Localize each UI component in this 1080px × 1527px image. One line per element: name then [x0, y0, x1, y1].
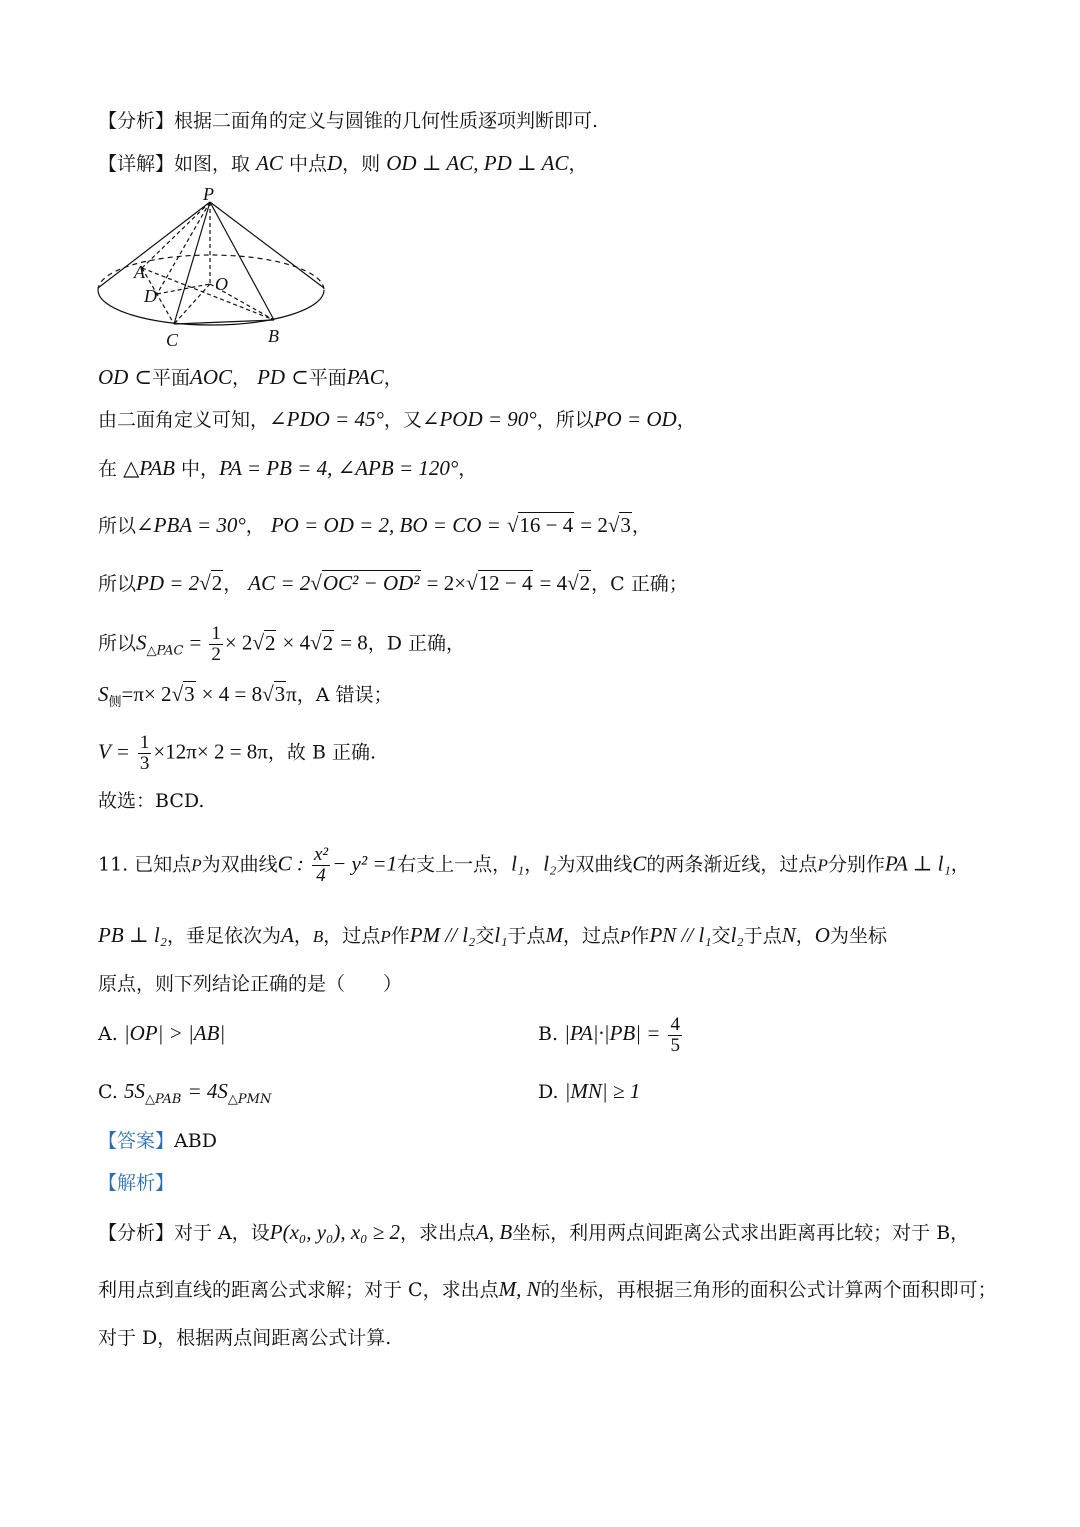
text: 交	[475, 925, 495, 947]
text: 为坐标	[829, 925, 887, 947]
math: OD	[98, 365, 129, 389]
text: 所以	[98, 515, 137, 537]
text: 所以	[98, 632, 137, 655]
math: P	[620, 927, 631, 946]
text: 中，	[181, 458, 220, 480]
text: 作	[390, 925, 410, 947]
text: 故选：BCD.	[98, 790, 205, 812]
text: ，	[676, 409, 696, 431]
denominator: 2	[211, 644, 221, 665]
math: PA ⊥ l₁	[884, 851, 951, 876]
text: 对于 A，设	[174, 1222, 270, 1244]
math: C	[632, 851, 647, 876]
math: = 2×	[426, 571, 467, 595]
sqrt-body: 2	[211, 571, 223, 595]
math: A	[281, 923, 294, 947]
base-front-arc	[98, 290, 324, 325]
text: 作	[630, 925, 650, 947]
text: ，	[795, 925, 815, 947]
math: − y² =1	[332, 851, 398, 876]
math: = 4	[539, 571, 568, 595]
text: ，	[245, 515, 265, 537]
text: 坐标，利用两点间距离公式求出距离再比较；对于 B，	[512, 1222, 970, 1244]
sqrt-body: 3	[620, 513, 631, 537]
sqrt-body: 12 − 4	[478, 571, 533, 595]
math: × 4 = 8	[201, 682, 263, 706]
subscript: △PMN	[227, 1092, 272, 1107]
sqrt-body: 16 − 4	[519, 513, 574, 537]
label-O: O	[215, 274, 228, 294]
text: ，	[458, 458, 478, 480]
detail-text: ，则	[342, 153, 381, 175]
subscript: △PAB	[144, 1092, 182, 1107]
math: AC = 2	[248, 571, 311, 595]
math: = 2	[580, 513, 608, 537]
math: AOC	[190, 365, 233, 389]
text: ，	[293, 925, 313, 947]
text: ，过点	[323, 925, 381, 947]
math: PAC	[346, 365, 384, 389]
text: 为双曲线	[556, 853, 633, 876]
edge-PD	[157, 202, 210, 294]
numerator: 1	[211, 623, 221, 644]
math: π	[286, 682, 297, 706]
fraction-third	[138, 733, 152, 774]
triangle-line	[98, 455, 477, 482]
math: △PAB	[123, 456, 175, 480]
math-D: D	[326, 151, 343, 175]
math: PO = OD	[593, 407, 677, 431]
numerator: x²	[313, 844, 329, 865]
text: ，	[232, 367, 252, 389]
detail-tag: 【详解】	[98, 153, 175, 175]
math: P	[380, 927, 391, 946]
length-line: 所以PD = 2√2， AC = 2√OC² − OD² = 2×√12 − 4 = 4√2，C 正确；	[98, 571, 688, 595]
math: ⊂	[134, 365, 152, 389]
text: ，求出点	[400, 1222, 477, 1244]
choice-line	[98, 788, 204, 814]
analysis-tag: 【分析】	[98, 1222, 175, 1244]
math: ∠POD = 90°	[421, 407, 537, 431]
sqrt-body: OC² − OD²	[322, 571, 420, 595]
text: 于点	[743, 925, 782, 947]
math: V =	[98, 739, 130, 764]
option-expr: |OP| > |AB|	[123, 1021, 226, 1045]
sqrt-body: 2	[322, 630, 334, 655]
numerator: 4	[670, 1013, 680, 1035]
option-expr: |MN| ≥ 1	[564, 1079, 641, 1103]
math: PD = 2	[136, 571, 200, 595]
text: 平面	[152, 367, 191, 389]
volume-line	[98, 733, 376, 774]
q11-line-1	[98, 845, 970, 886]
text: ，	[223, 573, 243, 595]
sqrt-body: 3	[274, 682, 286, 706]
text: ，过点	[563, 925, 621, 947]
text: ，	[631, 515, 651, 537]
math: ×12π× 2 = 8π	[153, 739, 268, 764]
detail-text: 如图，取	[174, 153, 251, 175]
math: ∠PDO = 45°	[269, 407, 384, 431]
math: B	[312, 927, 324, 946]
math: PB ⊥ l₂	[98, 923, 168, 947]
text: ，	[524, 853, 544, 876]
math: =π× 2	[121, 682, 172, 706]
angle-line: 所以∠PBA = 30°， PO = OD = 2, BO = CO = √16 − 4 = 2√3，	[98, 513, 651, 537]
generatrix-left	[98, 202, 210, 288]
math: P	[191, 855, 202, 875]
detail-text: ，	[568, 153, 588, 175]
label-A: A	[134, 262, 145, 282]
math: l₂	[543, 851, 557, 876]
option-label: A.	[98, 1023, 118, 1045]
q11-line-2	[98, 922, 887, 950]
math: × 4	[282, 630, 311, 655]
answer-value: ABD	[174, 1130, 217, 1152]
analysis-line	[98, 108, 598, 134]
sqrt-body: 3	[184, 682, 195, 706]
text: ，D 正确，	[367, 632, 466, 655]
denominator: 3	[139, 753, 150, 774]
edge-PC	[174, 202, 210, 324]
math: l₁	[511, 851, 525, 876]
text: ，又	[383, 409, 422, 431]
math: C :	[277, 851, 304, 876]
label-C: C	[166, 330, 179, 350]
fraction-4-5	[668, 1015, 682, 1056]
text: ，垂足依次为	[167, 925, 282, 947]
answer-tag: 【答案】	[98, 1130, 175, 1152]
text: ，C 正确；	[591, 573, 688, 595]
option-B	[538, 1010, 684, 1057]
option-label: B.	[538, 1023, 559, 1045]
option-label: C.	[98, 1081, 118, 1103]
label-D: D	[144, 286, 157, 306]
text: ，	[950, 853, 970, 876]
math: × 2	[224, 630, 253, 655]
text: ，所以	[536, 409, 594, 431]
math: ⊂	[291, 365, 309, 389]
math: ∠PBA = 30°	[136, 513, 246, 537]
text: 对于 D，根据两点间距离公式计算.	[98, 1327, 392, 1349]
q11-line-3	[98, 971, 402, 997]
option-A	[98, 1020, 225, 1047]
math: N	[781, 923, 796, 947]
text: 由二面角定义可知，	[98, 409, 270, 431]
dihedral-line	[98, 406, 696, 433]
fraction-x2-over-4	[312, 845, 330, 886]
math: =	[189, 630, 202, 655]
math: = 8	[340, 630, 368, 655]
analysis-tag: 【分析】	[98, 110, 175, 132]
math: M	[545, 923, 564, 947]
math-perp-relation: OD ⊥ AC, PD ⊥ AC	[386, 151, 569, 175]
cone-figure	[92, 184, 332, 354]
math-AC: AC	[256, 151, 283, 175]
math: A, B	[476, 1220, 513, 1244]
label-B: B	[268, 326, 279, 346]
math: S	[98, 682, 109, 706]
text: 为双曲线	[201, 853, 278, 876]
math: PN // l₁	[649, 923, 712, 947]
detail-text: 中点	[288, 153, 327, 175]
text: ，	[383, 367, 403, 389]
math: PD	[257, 365, 286, 389]
option-expr: |PA|·|PB| =	[564, 1021, 661, 1045]
subscript: 侧	[108, 695, 122, 710]
math: l₂	[730, 923, 744, 947]
sqrt-body: 2	[264, 630, 276, 655]
text: ，故 B 正确.	[267, 741, 377, 764]
jiexi-line	[98, 1170, 174, 1196]
text: 利用点到直线的距离公式求解；对于 C，求出点	[98, 1279, 499, 1301]
option-D	[538, 1078, 640, 1105]
analysis2-line-2	[98, 1276, 997, 1303]
analysis2-line-1	[98, 1219, 969, 1246]
denominator: 4	[316, 865, 326, 886]
math: S	[136, 630, 147, 655]
text: 平面	[308, 367, 347, 389]
denominator: 5	[670, 1034, 680, 1056]
subscript: △PAC	[146, 643, 184, 659]
math: PA = PB = 4, ∠APB = 120°	[219, 456, 459, 480]
option-C	[98, 1078, 271, 1113]
subset-line	[98, 364, 403, 391]
option-expr: 5S	[123, 1079, 145, 1103]
text: 的坐标，再根据三角形的面积公式计算两个面积即可；	[540, 1279, 997, 1301]
area-line: 所以$S_{\triangle PAC}$ = $\frac{1}{2}$ × 2√2 × 4√2 = 8，D 正确，	[98, 623, 466, 665]
numerator: 1	[139, 732, 150, 753]
text: 于点	[507, 925, 546, 947]
math: O	[814, 923, 830, 947]
answer-line	[98, 1128, 217, 1154]
fraction-half	[209, 624, 223, 665]
text: 所以	[98, 573, 137, 595]
text: ，A 错误；	[296, 684, 393, 706]
math: l₁	[494, 923, 508, 947]
text: 右支上一点，	[397, 853, 512, 876]
text: 原点，则下列结论正确的是（ ）	[98, 973, 403, 995]
math: P(x₀, y₀), x₀ ≥ 2	[269, 1220, 400, 1244]
option-expr: = 4S	[187, 1079, 228, 1103]
text: 的两条渐近线，过点	[646, 853, 818, 876]
sqrt-body: 2	[579, 571, 591, 595]
math: P	[817, 855, 828, 875]
edge-AB	[142, 268, 274, 320]
analysis2-line-3	[98, 1325, 391, 1351]
text: 11. 已知点	[98, 853, 192, 876]
option-label: D.	[538, 1081, 559, 1103]
label-P: P	[203, 184, 214, 204]
text: 交	[711, 925, 731, 947]
math: PM // l₂	[409, 923, 476, 947]
analysis-text: 根据二面角的定义与圆锥的几何性质逐项判断即可.	[174, 110, 599, 132]
text: 分别作	[827, 853, 885, 876]
math: M, N	[498, 1277, 541, 1301]
math: PO = OD = 2, BO = CO =	[270, 513, 501, 537]
detail-line	[98, 150, 587, 177]
lateral-area-line: $S_侧=\pi\times 2√3 \times 4 = 8√3\pi$，A 错误；	[98, 682, 393, 710]
text: 在	[98, 458, 118, 480]
jiexi-tag: 【解析】	[98, 1172, 175, 1194]
